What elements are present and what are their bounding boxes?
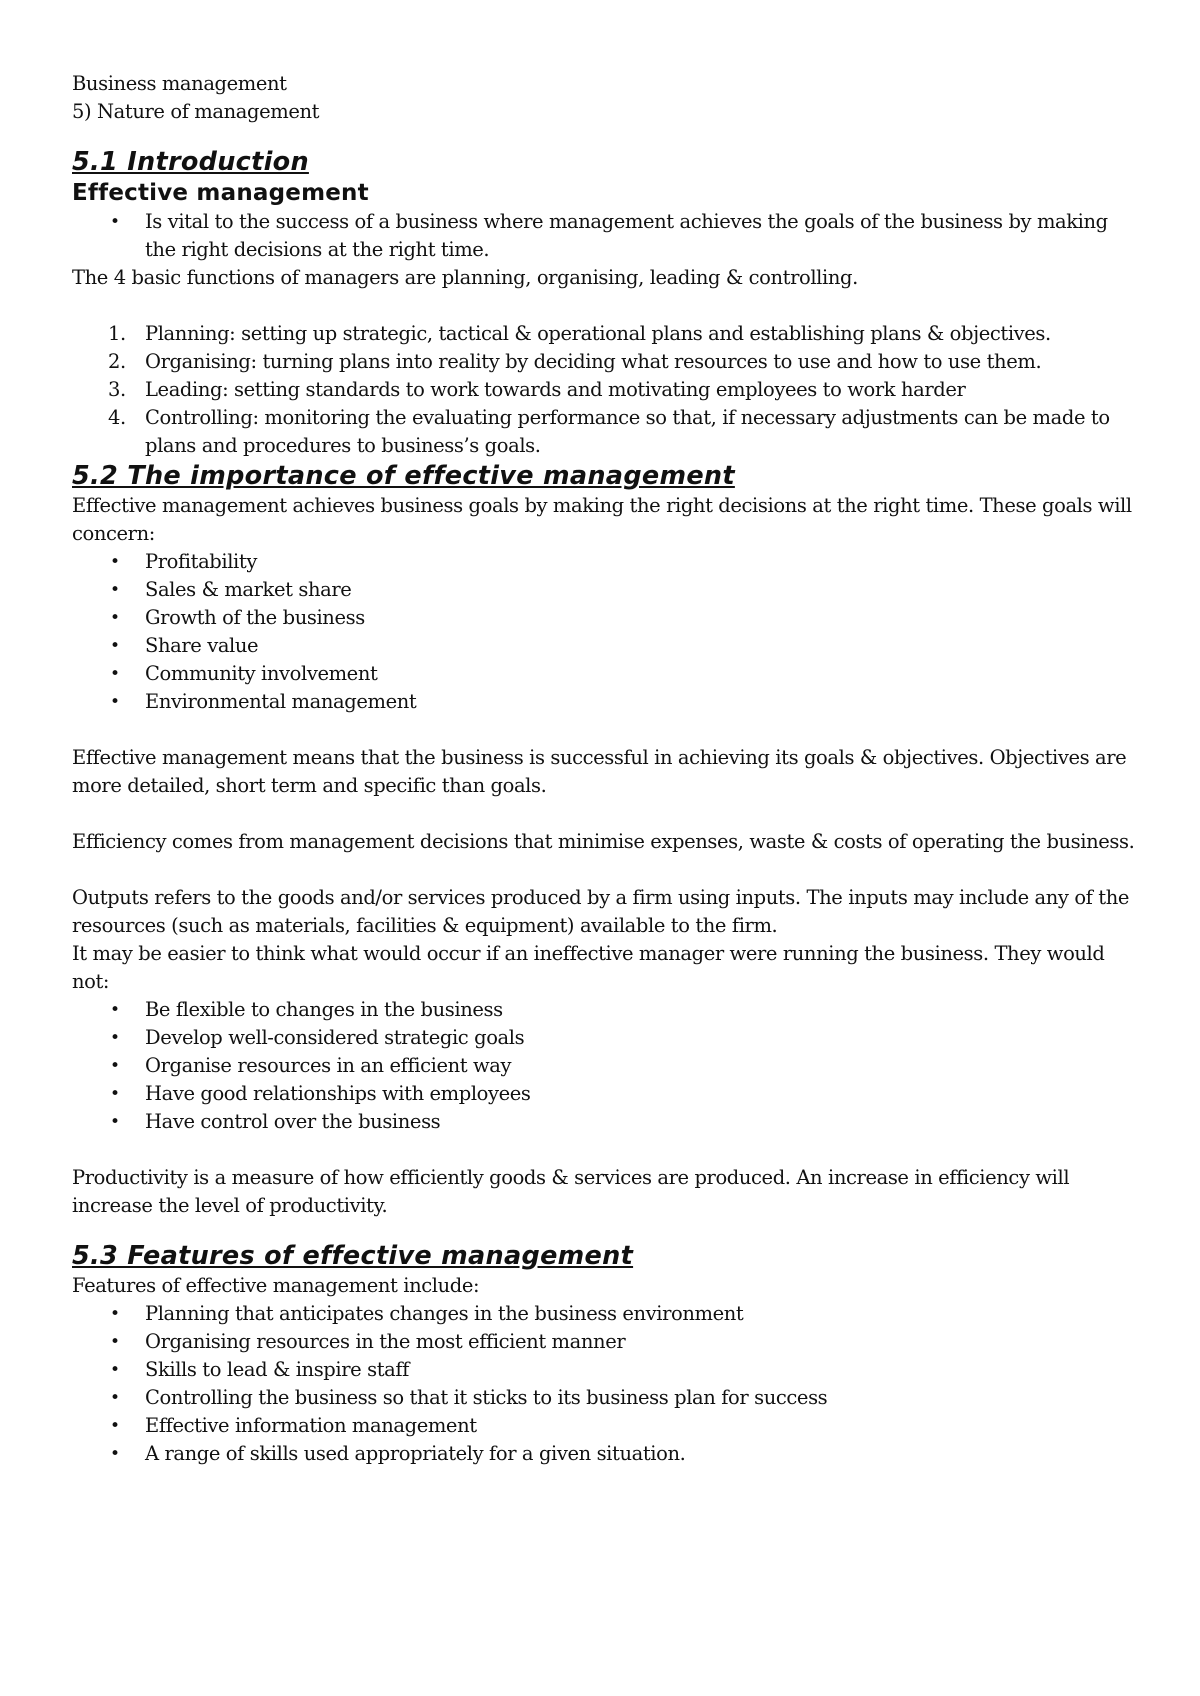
subheading-effective-management: Effective management [72, 180, 369, 206]
paragraph-productivity: Productivity is a measure of how efficiently goods & services are produced. An increase in efficiency will increase the level of productivity. [72, 1166, 1070, 1217]
list-item: • Share value [72, 632, 1136, 660]
document-page [72, 70, 1136, 1468]
bullet-marker: • [110, 636, 120, 656]
list-number: 1. [108, 322, 126, 345]
bullet-marker: • [110, 664, 120, 684]
list-item: • Sales & market share [72, 576, 1136, 604]
bullet-marker: • [110, 1416, 120, 1436]
list-item: 4. Controlling: monitoring the evaluating performance so that, if necessary adjustments can be made to plans and procedures to business’s goals. [108, 406, 1110, 457]
list-item: • Develop well-considered strategic goals [72, 1024, 1136, 1052]
list-item: • Have control over the business [72, 1108, 1136, 1136]
bullet-marker: • [110, 1112, 120, 1132]
list-item: • A range of skills used appropriately for a given situation. [72, 1440, 1136, 1468]
paragraph-effective-management: Effective management means that the business is successful in achieving its goals & objectives. Objectives are more detailed, short term and specific than goals. [72, 746, 1127, 797]
list-item: • Organise resources in an efficient way [72, 1052, 1136, 1080]
section-heading-features: 5.3 Features of effective management [72, 1241, 634, 1271]
bullet-marker: • [110, 608, 120, 628]
list-item: 2. Organising: turning plans into reality by deciding what resources to use and how to use them. [72, 348, 1136, 376]
list-item: • Controlling the business so that it sticks to its business plan for success [72, 1384, 1136, 1412]
list-item: • Planning that anticipates changes in the business environment [72, 1300, 1136, 1328]
section-heading-introduction: 5.1 Introduction [72, 147, 309, 177]
goals-list [72, 548, 1136, 716]
bullet-marker: • [110, 1304, 120, 1324]
ineffective-list [72, 996, 1136, 1136]
bullet-marker: • [110, 1388, 120, 1408]
paragraph-efficiency: Efficiency comes from management decisions that minimise expenses, waste & costs of operating the business. [72, 830, 1135, 853]
list-item: • Community involvement [72, 660, 1136, 688]
bullet-marker: • [110, 212, 120, 232]
course-title: Business management [72, 72, 287, 95]
bullet-marker: • [110, 1000, 120, 1020]
bullet-marker: • [110, 1360, 120, 1380]
list-item: • Environmental management [72, 688, 1136, 716]
list-number: 4. [108, 406, 126, 429]
section-heading-importance: 5.2 The importance of effective management [72, 461, 735, 491]
list-item: • Organising resources in the most efficient manner [72, 1328, 1136, 1356]
paragraph-ineffective-manager: It may be easier to think what would occur if an ineffective manager were running the business. They would not: [72, 942, 1105, 993]
list-item: • Profitability [72, 548, 1136, 576]
list-item: • Be flexible to changes in the business [72, 996, 1136, 1024]
chapter-title: 5) Nature of management [72, 100, 320, 123]
list-item: • Growth of the business [72, 604, 1136, 632]
bullet-marker: • [110, 580, 120, 600]
list-item: 3. Leading: setting standards to work towards and motivating employees to work harder [72, 376, 1136, 404]
list-item: • Is vital to the success of a business where management achieves the goals of the business by making the right decisions at the right time. [110, 210, 1108, 261]
list-item: 1. Planning: setting up strategic, tactical & operational plans and establishing plans & objectives. [72, 320, 1136, 348]
intro-bullet-list [72, 208, 1136, 264]
features-intro: Features of effective management include: [72, 1274, 480, 1297]
list-item: • Effective information management [72, 1412, 1136, 1440]
bullet-marker: • [110, 1332, 120, 1352]
importance-intro: Effective management achieves business goals by making the right decisions at the right time. These goals will concern: [72, 494, 1132, 545]
list-item: • Skills to lead & inspire staff [72, 1356, 1136, 1384]
bullet-marker: • [110, 1444, 120, 1464]
bullet-marker: • [110, 1084, 120, 1104]
bullet-marker: • [110, 552, 120, 572]
bullet-marker: • [110, 1028, 120, 1048]
functions-intro: The 4 basic functions of managers are planning, organising, leading & controlling. [72, 266, 858, 289]
functions-list [72, 320, 1136, 460]
list-number: 2. [108, 350, 126, 373]
features-list [72, 1300, 1136, 1468]
bullet-marker: • [110, 692, 120, 712]
list-number: 3. [108, 378, 126, 401]
paragraph-outputs: Outputs refers to the goods and/or services produced by a firm using inputs. The inputs may include any of the resources (such as materials, facilities & equipment) available to the firm. [72, 886, 1130, 937]
list-item: • Have good relationships with employees [72, 1080, 1136, 1108]
bullet-marker: • [110, 1056, 120, 1076]
